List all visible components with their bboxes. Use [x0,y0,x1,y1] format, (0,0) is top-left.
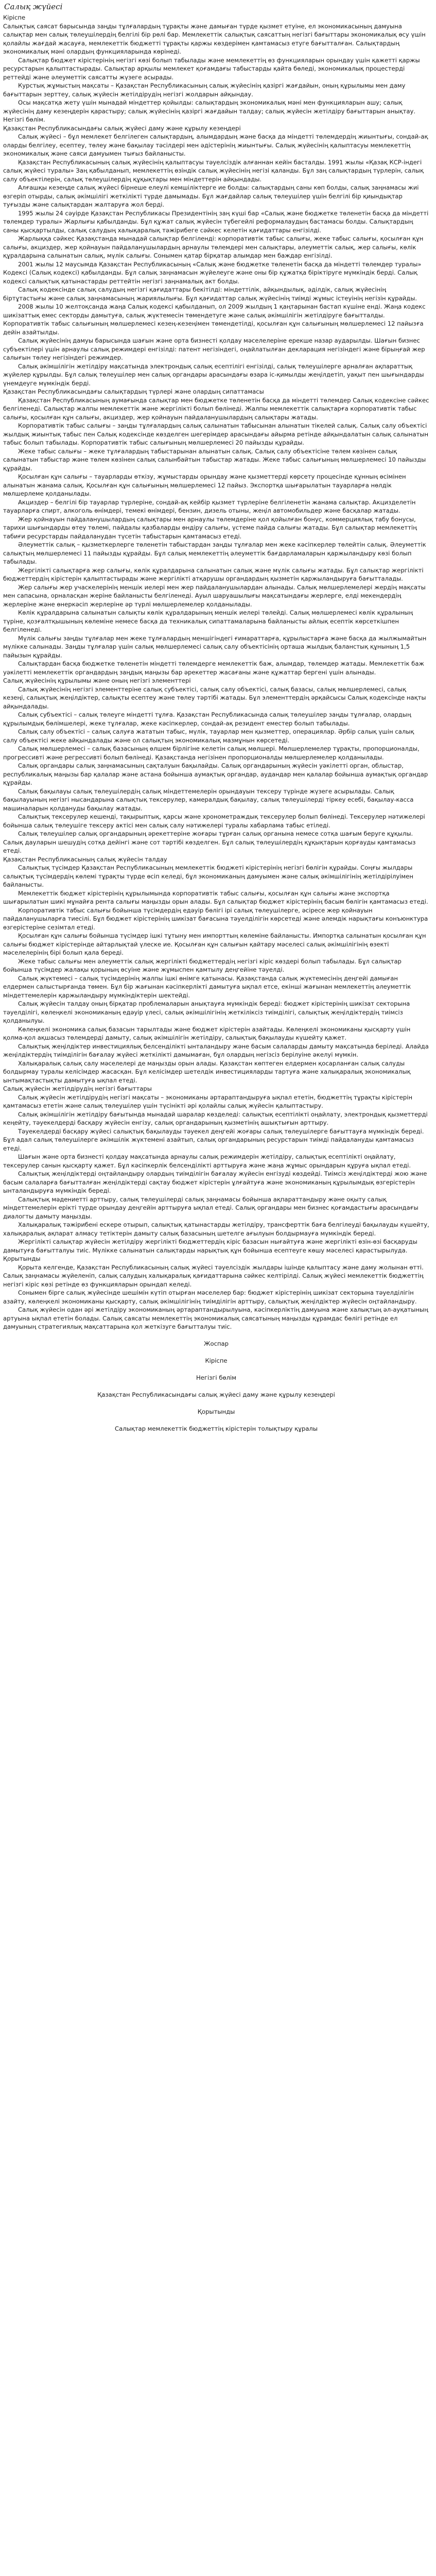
paragraph: Қазақстан Республикасының салық жүйесін талдау [3,855,167,863]
blank-line [3,1331,429,1340]
paragraph: Корпоративтік табыс салығы бойынша түсімдердің едәуір бөлігі ірі салық төлеушілерге, әсіресе жер қойнауын пайдаланушыларға тиесілі. Бұл бюджет кірістерінің шикізат бағасына тәуелділігін көрсетеді және әлемдік нарықтағы конъюнктура өзгерістеріне сезімтал етеді. [3,906,430,931]
paragraph: Курстық жұмыстың мақсаты – Қазақстан Республикасының салық жүйесінің қазіргі жағдайын, оның құрылымы мен даму бағыттарын зерттеу, салық жүйесін жетілдірудің негізгі жолдарын айқындау. [3,82,408,98]
paragraph: Жеке табыс салығы мен әлеуметтік салық жергілікті бюджеттердің негізгі кіріс көздері болып табылады. Бұл салықтар бойынша түсімдер жалақы қорының өсуіне және жұмыспен қамтылу деңгейіне тәуелді. [3,957,404,973]
paragraph: Алғашқы кезеңде салық жүйесі бірнеше елеулі кемшіліктерге ие болды: салықтардың саны көп болды, салық заңнамасы жиі өзгеріп отырды, салық әкімшілігі жеткілікті түрде дамымады. Бұл жағдайлар салық төлеушілер үшін белгілі бір қиындықтар туғызды және салықтардан жалтаруға жол берді. [3,184,421,208]
paragraph: Салық органдары салық заңнамасының сақталуын бақылайды. Салық органдарының жүйесін уәкілетті орган, облыстар, республикалық маңызы бар қалалар және астана бойынша аумақтық органдар, аудандар мен қалалар бойынша аумақтық органдар құрайды. [3,762,430,786]
paragraph: Жоспар [204,1340,229,1347]
paragraph: Салықтар бюджет кірістерінің негізгі көзі болып табылады және мемлекеттің өз функцияларын орындау үшін қажетті қаржы ресурстарын қалыптастырады. Салықтар арқылы мемлекет қоғамдағы табыстарды қайта бөледі, экономикалық процестерді реттейді және әлеуметтік саясатты жүзеге асырады. [3,56,422,81]
paragraph: Салық әкімшілігін жетілдіру бағытында мынадай шаралар көзделеді: салықтық есептілікті оңайлату, электрондық қызметтерді кеңейту, тәуекелдерді басқару жүйесін енгізу, салық органдарының қызметінің ашықтығын арттыру. [3,1110,430,1126]
paragraph: Қазақстан Республикасындағы салық жүйесі даму және құрылу кезеңдері [3,124,241,132]
paragraph: Қорытынды [197,1408,235,1415]
paragraph: Қосылған құн салығы бойынша түсімдер ішкі тұтыну мен импорттың көлеміне байланысты. Импортқа салынатын қосылған құн салығы бюджет кірістерінде айтарлықтай үлеске ие. Қосылған құн салығын қайтару мәселесі салық әкімшілігінің өзекті мәселелерінің бірі болып қала береді. [3,932,428,956]
paragraph: Салық жүйесі – бұл мемлекет белгілеген салықтардың, алымдардың және басқа да міндетті төлемдердің жиынтығы, сондай-ақ оларды белгілеу, есептеу, төлеу және бақылау тәсілдері мен әдістерінің жиынтығы. Салық жүйесінің қалыптасуы мемлекеттің экономикалық және саяси дамуымен тығыз байланысты. [3,133,430,157]
paragraph: Кіріспе [205,1357,228,1364]
paragraph: Салық жүйесін талдау оның бірқатар проблемаларын анықтауға мүмкіндік береді: бюджет кірістерінің шикізат секторына тәуелділігі, көлеңкелі экономиканың едәуір үлесі, салық әкімшілігінің жеткіліксіз тиімділігі, салықтық жеңілдіктердің тиімсіз қолданылуы. [3,1000,412,1024]
paragraph: Салықтық түсімдер Қазақстан Республикасының мемлекеттік бюджеті кірістерінің негізгі бөлігін құрайды. Соңғы жылдары салықтық түсімдердің көлемі тұрақты түрде өсіп келеді, бұл экономиканың дамуымен және салық әкімшілігінің жетілдірілуімен байланысты. [3,864,415,888]
paragraph: Жеке табыс салығы – жеке тұлғалардың табыстарынан алынатын салық. Салық салу объектісіне төлем көзінен салық салынатын табыстар және төлем көзінен салық салынбайтын табыстар жатады. Жеке табыс салығының мөлшерлемесі 10 пайызды құрайды. [3,447,428,472]
paragraph: Салықтық тексерулер кешенді, тақырыптық, қарсы және хронометраждық тексерулер болып бөлінеді. Тексерулер нәтижелері бойынша салық төлеушіге тексеру актісі мен салық салу нәтижелері туралы хабарлама табыс етіледі. [3,813,427,829]
paragraph: Көлеңкелі экономика салық базасын тарылтады және бюджет кірістерін азайтады. Көлеңкелі экономиканы қысқарту үшін қолма-қол ақшасыз төлемдерді дамыту, салық әкімшілігін жетілдіру, салықтық бақылауды күшейту қажет. [3,1025,413,1041]
paragraph: Жарлыққа сәйкес Қазақстанда мынадай салықтар белгіленді: корпоративтік табыс салығы, жеке табыс салығы, қосылған құн салығы, акциздер, жер қойнауын пайдаланушылардың арнаулы төлемдері мен салықтары, әлеуметтік салық, жер салығы, көлік құралдарына салынатын салық, мүлік салығы. Сонымен қатар бірқатар алымдар мен баждар енгізілді. [3,235,426,259]
paragraph: Салық жүйесінің негізгі элементтеріне салық субъектісі, салық салу объектісі, салық базасы, салық мөлшерлемесі, салық кезеңі, салықтық жеңілдіктер, салықты есептеу және төлеу тәртібі жатады. Бұл элементтердің әрқайсысы Салық кодексінде нақты айқындалады. [3,685,428,710]
paragraph: 1995 жылы 24 сәуірде Қазақстан Республикасы Президентінің заң күші бар «Салық және бюджетке төленетін басқа да міндетті төлемдер туралы» Жарлығы қабылданды. Бұл құжат салық жүйесін түбегейлі реформалаудың бастамасы болды. Салықтардың саны қысқартылды, салық салудың халықаралық тәжірибеге сәйкес келетін қағидаттары енгізілді. [3,209,431,234]
paragraph: Салық субъектісі – салық төлеуге міндетті тұлға. Қазақстан Республикасында салық төлеушілер заңды тұлғалар, олардың құрылымдық бөлімшелері, жеке тұлғалар, жеке кәсіпкерлер, сондай-ақ резидент еместер болып табылады. [3,711,413,727]
paragraph: Қорытынды [3,1255,41,1262]
paragraph: Салық бақылауы салық төлеушілердің салық міндеттемелерін орындауын тексеру түрінде жүзеге асырылады. Салық бақылауының негізгі нысандарына салықтық тексерулер, камералдық бақылау, салық төлеушілерді тіркеу есебі, бақылау-касса машиналарын қолдануды бақылау жатады. [3,787,416,812]
paragraph: Әлеуметтік салық – қызметкерлерге төленетін табыстардан заңды тұлғалар мен жеке кәсіпкерлер төлейтін салық. Әлеуметтік салықтың мөлшерлемесі 11 пайызды құрайды. Бұл салық мемлекеттің әлеуметтік бағдарламаларын қаржыландыру көзі болып табылады. [3,541,428,565]
paragraph: Корпоративтік табыс салығы – заңды тұлғалардың салық салынатын табысынан алынатын тікелей салық. Салық салу объектісі жылдық жиынтық табыс пен Салық кодексінде көзделген шегерімдер арасындағы айырма ретінде айқындалатын салық салынатын табыс болып табылады. Корпоративтік табыс салығының мөлшерлемесі 20 пайызды құрайды. [3,422,430,446]
paragraph: Салық салу объектісі – салық салуға жататын табыс, мүлік, тауарлар мен қызметтер, операциялар. Әрбір салық үшін салық салу объектісі жеке айқындалады және ол салықтың экономикалық мазмұнын көрсетеді. [3,728,416,744]
paragraph: Салықтық жеңілдіктер инвестициялық белсенділікті ынталандыру және басым салаларды дамыту мақсатында беріледі. Алайда жеңілдіктердің тиімділігін бағалау жүйесі жеткілікті дамымаған, бұл олардың негізсіз берілуіне әкелуі мүмкін. [3,1042,431,1058]
paragraph: Салықтар мемлекеттік бюджеттің кірістерін толықтыру құралы [115,1425,318,1432]
paragraph: Салық әкімшілігін жетілдіру мақсатында электрондық салық есептілігі енгізілді, салық төлеушілерге арналған ақпараттық жүйелер құрылды. Бұл салық төлеушілер мен салық органдары арасындағы өзара іс-қимылды жеңілдетіп, уақыт пен шығындарды үнемдеуге мүмкіндік берді. [3,362,426,387]
paragraph: Негізгі бөлім. [3,116,45,123]
paragraph: Салықтық жеңілдіктерді оңтайландыру олардың тиімділігін бағалау жүйесін енгізуді көздейді. Тиімсіз жеңілдіктерді жою және басым салаларға бағытталған жеңілдіктерді сақтау бюджет кірістерін ұлғайтуға және экономиканың құрылымдық өзгерістерін ынталандыруға мүмкіндік береді. [3,1170,429,1194]
paragraph: Қазақстан Республикасындағы салық жүйесі даму және құрылу кезеңдері [97,1391,335,1398]
blank-line [3,1365,429,1374]
paragraph: Шағын және орта бизнесті қолдау мақсатында арнаулы салық режимдерін жетілдіру, салықтық есептілікті оңайлату, тексерулер санын қысқарту қажет. Бұл кәсіпкерлік белсенділікті арттыруға және жаңа жұмыс орындарын құруға ықпал етеді. [3,1153,411,1169]
paragraph: Салық төлеушілер салық органдарының әрекеттеріне жоғары тұрған салық органына немесе сотқа шағым беруге құқылы. Салық дауларын шешудің сотқа дейінгі және сот тәртібі көзделген. Бұл салық төлеушілердің құқықтарын қорғауды қамтамасыз етеді. [3,830,418,854]
document-title: Салық жүйесі [4,2,63,11]
paragraph: Қазақстан Республикасындағы салықтардың түрлері және олардың сипаттамасы [3,388,264,395]
paragraph: Халықаралық салық салу мәселелері де маңызды орын алады. Қазақстан көптеген елдермен қосарланған салық салуды болдырмау туралы келісімдер жасасқан. Бұл келісімдер шетелдік инвестицияларды тартуға және халықаралық экономикалық ынтымақтастықты дамытуға ықпал етеді. [3,1059,413,1084]
paragraph: Салықтық саясат барысында заңды тұлғалардың тұрақты және дамыған түрде қызмет етуіне, ел экономикасының дамуына салықтар мен салық төлеушілердің белгілі бір рөлі бар. Мемлекеттік салықтық саясаттың негізгі бағыттары экономикалық өсу үшін қолайлы жағдай жасауға, мемлекеттік бюджетті тұрақты қаржы көздерімен қамтамасыз етуге бағытталған. Салықтардың экономикалық мәні олардың функцияларында көрінеді. [3,22,428,55]
paragraph: Жергілікті салықтарға жер салығы, көлік құралдарына салынатын салық және мүлік салығы жатады. Бұл салықтар жергілікті бюджеттердің кірістерін қалыптастырады және жергілікті атқарушы органдардың қызметін қаржыландыруға бағытталады. [3,566,426,582]
paragraph: Халықаралық тәжірибені ескере отырып, салықтық қатынастарды жетілдіру, трансферттік баға белгілеуді бақылауды күшейту, халықаралық ақпарат алмасу тетіктерін дамыту салық базасының шетелге ағылуын болдырмауға мүмкіндік береді. [3,1221,431,1237]
paragraph: Салықтардан басқа бюджетке төленетін міндетті төлемдерге мемлекеттік баж, алымдар, төлемдер жатады. Мемлекеттік баж уәкілетті мемлекеттік органдардың заңдық маңызы бар әрекеттер жасағаны және құжаттар бергені үшін алынады. [3,660,426,676]
document-body [3,13,429,1433]
paragraph: Салық жүйесінің құрылымы және оның негізгі элементтері [3,677,191,684]
paragraph: Жер салығы жер учаскелерінің меншік иелері мен жер пайдаланушылардан алынады. Салық мөлшерлемелері жердің мақсаты мен сапасына, орналасқан жеріне байланысты белгіленеді. Ауыл шаруашылығы мақсатындағы жерлерге, елді мекендердің жерлеріне және өнеркәсіп жерлеріне әр түрлі мөлшерлемелер қолданылады. [3,583,428,608]
paragraph: Салық жүктемесі – салық түсімдерінің жалпы ішкі өнімге қатынасы. Қазақстанда салық жүктемесінің деңгейі дамыған елдермен салыстырғанда төмен. Бұл бір жағынан кәсіпкерлікті дамытуға ықпал етсе, екінші жағынан мемлекеттің әлеуметтік міндеттемелерін қаржыландыру мүмкіндіктерін шектейді. [3,974,413,999]
paragraph: Салық кодексінде салық салудың негізгі қағидаттары бекітілді: міндеттілік, айқындылық, әділдік, салық жүйесінің біртұтастығы және салық заңнамасының жариялылығы. Бұл қағидаттар салық жүйесінің тиімді жұмыс істеуінің негізін құрайды. [3,286,417,302]
paragraph: Мемлекеттік бюджет кірістерінің құрылымында корпоративтік табыс салығы, қосылған құн салығы және экспортқа шығарылатын шикі мұнайға рента салығы маңызды орын алады. Бұл салықтар бюджет кірістерінің басым бөлігін қамтамасыз етеді. [3,889,428,905]
paragraph: Салық жүйесін жетілдірудің негізгі бағыттары [3,1085,152,1092]
paragraph: Салық жүйесін жетілдірудің негізгі мақсаты – экономиканы әртараптандыруға ықпал ететін, бюджеттің тұрақты кірістерін қамтамасыз ететін және салық төлеушілер үшін түсінікті әрі қолайлы салық жүйесін қалыптастыру. [3,1093,414,1109]
paragraph: Негізгі бөлім [196,1374,236,1381]
paragraph: Салық жүйесінің дамуы барысында шағын және орта бизнесті қолдау мәселелеріне ерекше назар аударылды. Шағын бизнес субъектілері үшін арнаулы салық режимдері енгізілді: патент негізіндегі, оңайлатылған декларация негізіндегі және бірыңғай жер салығын төлеу негізіндегі режимдер. [3,337,427,361]
blank-line [3,1399,429,1408]
paragraph: Салық жүйесін одан әрі жетілдіру экономиканың әртараптандырылуына, кәсіпкерліктің дамуына және халықтың әл-ауқатының артуына ықпал ететін болады. Салық саясаты мемлекеттің экономикалық саясатының маңызды құрамдас бөлігі ретінде ел дамуының стратегиялық мақсаттарына қол жеткізуге бағытталуы тиіс. [3,1306,430,1330]
paragraph: Мүлік салығы заңды тұлғалар мен жеке тұлғалардың меншігіндегі ғимараттарға, құрылыстарға және басқа да жылжымайтын мүлікке салынады. Заңды тұлғалар үшін салық мөлшерлемесі салық салу объектісінің орташа жылдық баланстық құнының 1,5 пайызын құрайды. [3,634,428,659]
paragraph: 2001 жылы 12 маусымда Қазақстан Республикасының «Салық және бюджетке төленетін басқа да міндетті төлемдер туралы» Кодексі (Салық кодексі) қабылданды. Бұл салық заңнамасын жүйелеуге және оны бір құжатқа біріктіруге мүмкіндік берді. Салық кодексі салықтық қатынастарды реттейтін негізгі заңнамалық акт болды. [3,260,424,285]
paragraph: Жер қойнауын пайдаланушылардың салықтары мен арнаулы төлемдеріне қол қойылған бонус, коммерциялық табу бонусы, тарихи шығындарды өтеу төлемі, пайдалы қазбаларды өндіру салығы, үстеме пайда салығы жатады. Бұл салықтар мемлекеттің табиғи ресурстарды пайдаланудан түсетін табыстарын қамтамасыз етеді. [3,515,419,540]
paragraph: 2008 жылы 10 желтоқсанда жаңа Салық кодексі қабылданып, ол 2009 жылдың 1 қаңтарынан бастап күшіне енді. Жаңа кодекс шикізаттық емес секторды дамытуға, салық жүктемесін төмендетуге және салық әкімшілігін жетілдіруге бағытталды. Корпоративтік табыс салығының мөлшерлемесі кезең-кезеңімен төмендетілді, қосылған құн салығының мөлшерлемесі 12 пайызға дейін азайтылды. [3,303,428,336]
blank-line [3,1382,429,1391]
blank-line [3,1416,429,1425]
paragraph: Қазақстан Республикасының аумағында салықтар мен бюджетке төленетін басқа да міндетті төлемдер Салық кодексіне сәйкес белгіленеді. Салықтар жалпы мемлекеттік және жергілікті болып бөлінеді. Жалпы мемлекеттік салықтарға корпоративтік табыс салығы, қосылған құн салығы, акциздер, жер қойнауын пайдаланушылардың салықтары жатады. [3,396,431,421]
paragraph: Кіріспе [3,14,26,21]
paragraph: Осы мақсатқа жету үшін мынадай міндеттер қойылды: салықтардың экономикалық мәні мен функцияларын ашу; салық жүйесінің даму кезеңдерін қарастыру; салық жүйесінің қазіргі жағдайын талдау; салық жүйесін жетілдіру бағыттарын анықтау. [3,99,416,115]
paragraph: Жергілікті салықтар жүйесін жетілдіру жергілікті бюджеттердің кіріс базасын нығайтуға және жергілікті өзін-өзі басқаруды дамытуға бағытталуы тиіс. Мүлікке салынатын салықтарды нарықтық құн бойынша есептеуге көшу мәселесі қарастырылуда. [3,1238,420,1254]
paragraph: Көлік құралдарына салынатын салықты көлік құралдарының меншік иелері төлейді. Салық мөлшерлемесі көлік құралының түріне, қозғалтқышының көлеміне немесе басқа да техникалық сипаттамаларына байланысты айлық есептік көрсеткішпен белгіленеді. [3,609,415,633]
paragraph: Салықтық мәдениетті арттыру, салық төлеушілерді салық заңнамасы бойынша ақпараттандыру және оқыту салық міндеттемелерін ерікті түрде орындау деңгейін арттыруға ықпал етеді. Салық органдары мен бизнес қоғамдастығы арасындағы диалогты дамыту маңызды. [3,1195,421,1220]
paragraph: Қазақстан Республикасының салық жүйесінің қалыптасуы тәуелсіздік алғаннан кейін басталды. 1991 жылы «Қазақ КСР-індегі салық жүйесі туралы» Заң қабылданып, мемлекеттің өзіндік салық жүйесінің негізі қаланды. Бұл заң салықтардың түрлерін, салық салу объектілерін, салық төлеушілердің құқықтары мен міндеттерін айқындады. [3,158,426,183]
paragraph: Тәуекелдерді басқару жүйесі салықтық бақылауды тәуекел деңгейі жоғары салық төлеушілерге бағыттауға мүмкіндік береді. Бұл адал салық төлеушілерге әкімшілік жүктемені азайтып, салық органдарының ресурстарын тиімді пайдалануды қамтамасыз етеді. [3,1127,426,1152]
paragraph: Акциздер – белгілі бір тауарлар түрлеріне, сондай-ақ кейбір қызмет түрлеріне белгіленетін жанама салықтар. Акцизделетін тауарларға спирт, алкоголь өнімдері, темекі өнімдері, бензин, дизель отыны, жеңіл автомобильдер және басқалар жатады. [3,498,418,514]
paragraph: Сонымен бірге салық жүйесінде шешімін күтіп отырған мәселелер бар: бюджет кірістерінің шикізат секторына тәуелділігін азайту, көлеңкелі экономиканы қысқарту, салық әкімшілігінің тиімділігін арттыру, салықтық жеңілдіктер жүйесін оңтайландыру. [3,1289,417,1305]
document [3,0,429,1433]
paragraph: Салық мөлшерлемесі – салық базасының өлшем бірлігіне келетін салық мөлшері. Мөлшерлемелер тұрақты, пропорционалды, прогрессивті және регрессивті болып бөлінеді. Қазақстанда негізінен пропорционалды мөлшерлемелер қолданылады. [3,745,422,761]
blank-line [3,1348,429,1357]
paragraph: Қосылған құн салығы – тауарларды өткізу, жұмыстарды орындау және қызметтерді көрсету процесінде құнның өсімінен алынатын жанама салық. Қосылған құн салығының мөлшерлемесі 12 пайыз. Экспортқа шығарылатын тауарларға нөлдік мөлшерлеме қолданылады. [3,473,408,497]
paragraph: Қорыта келгенде, Қазақстан Республикасының салық жүйесі тәуелсіздік жылдары ішінде қалыптасу және даму жолынан өтті. Салық заңнамасы жүйеленіп, салық салудың халықаралық қағидаттарына сәйкес келтірілді. Салық жүйесі мемлекеттік бюджеттің негізгі кіріс көзі ретінде өз функцияларын орындап келеді. [3,1263,426,1288]
